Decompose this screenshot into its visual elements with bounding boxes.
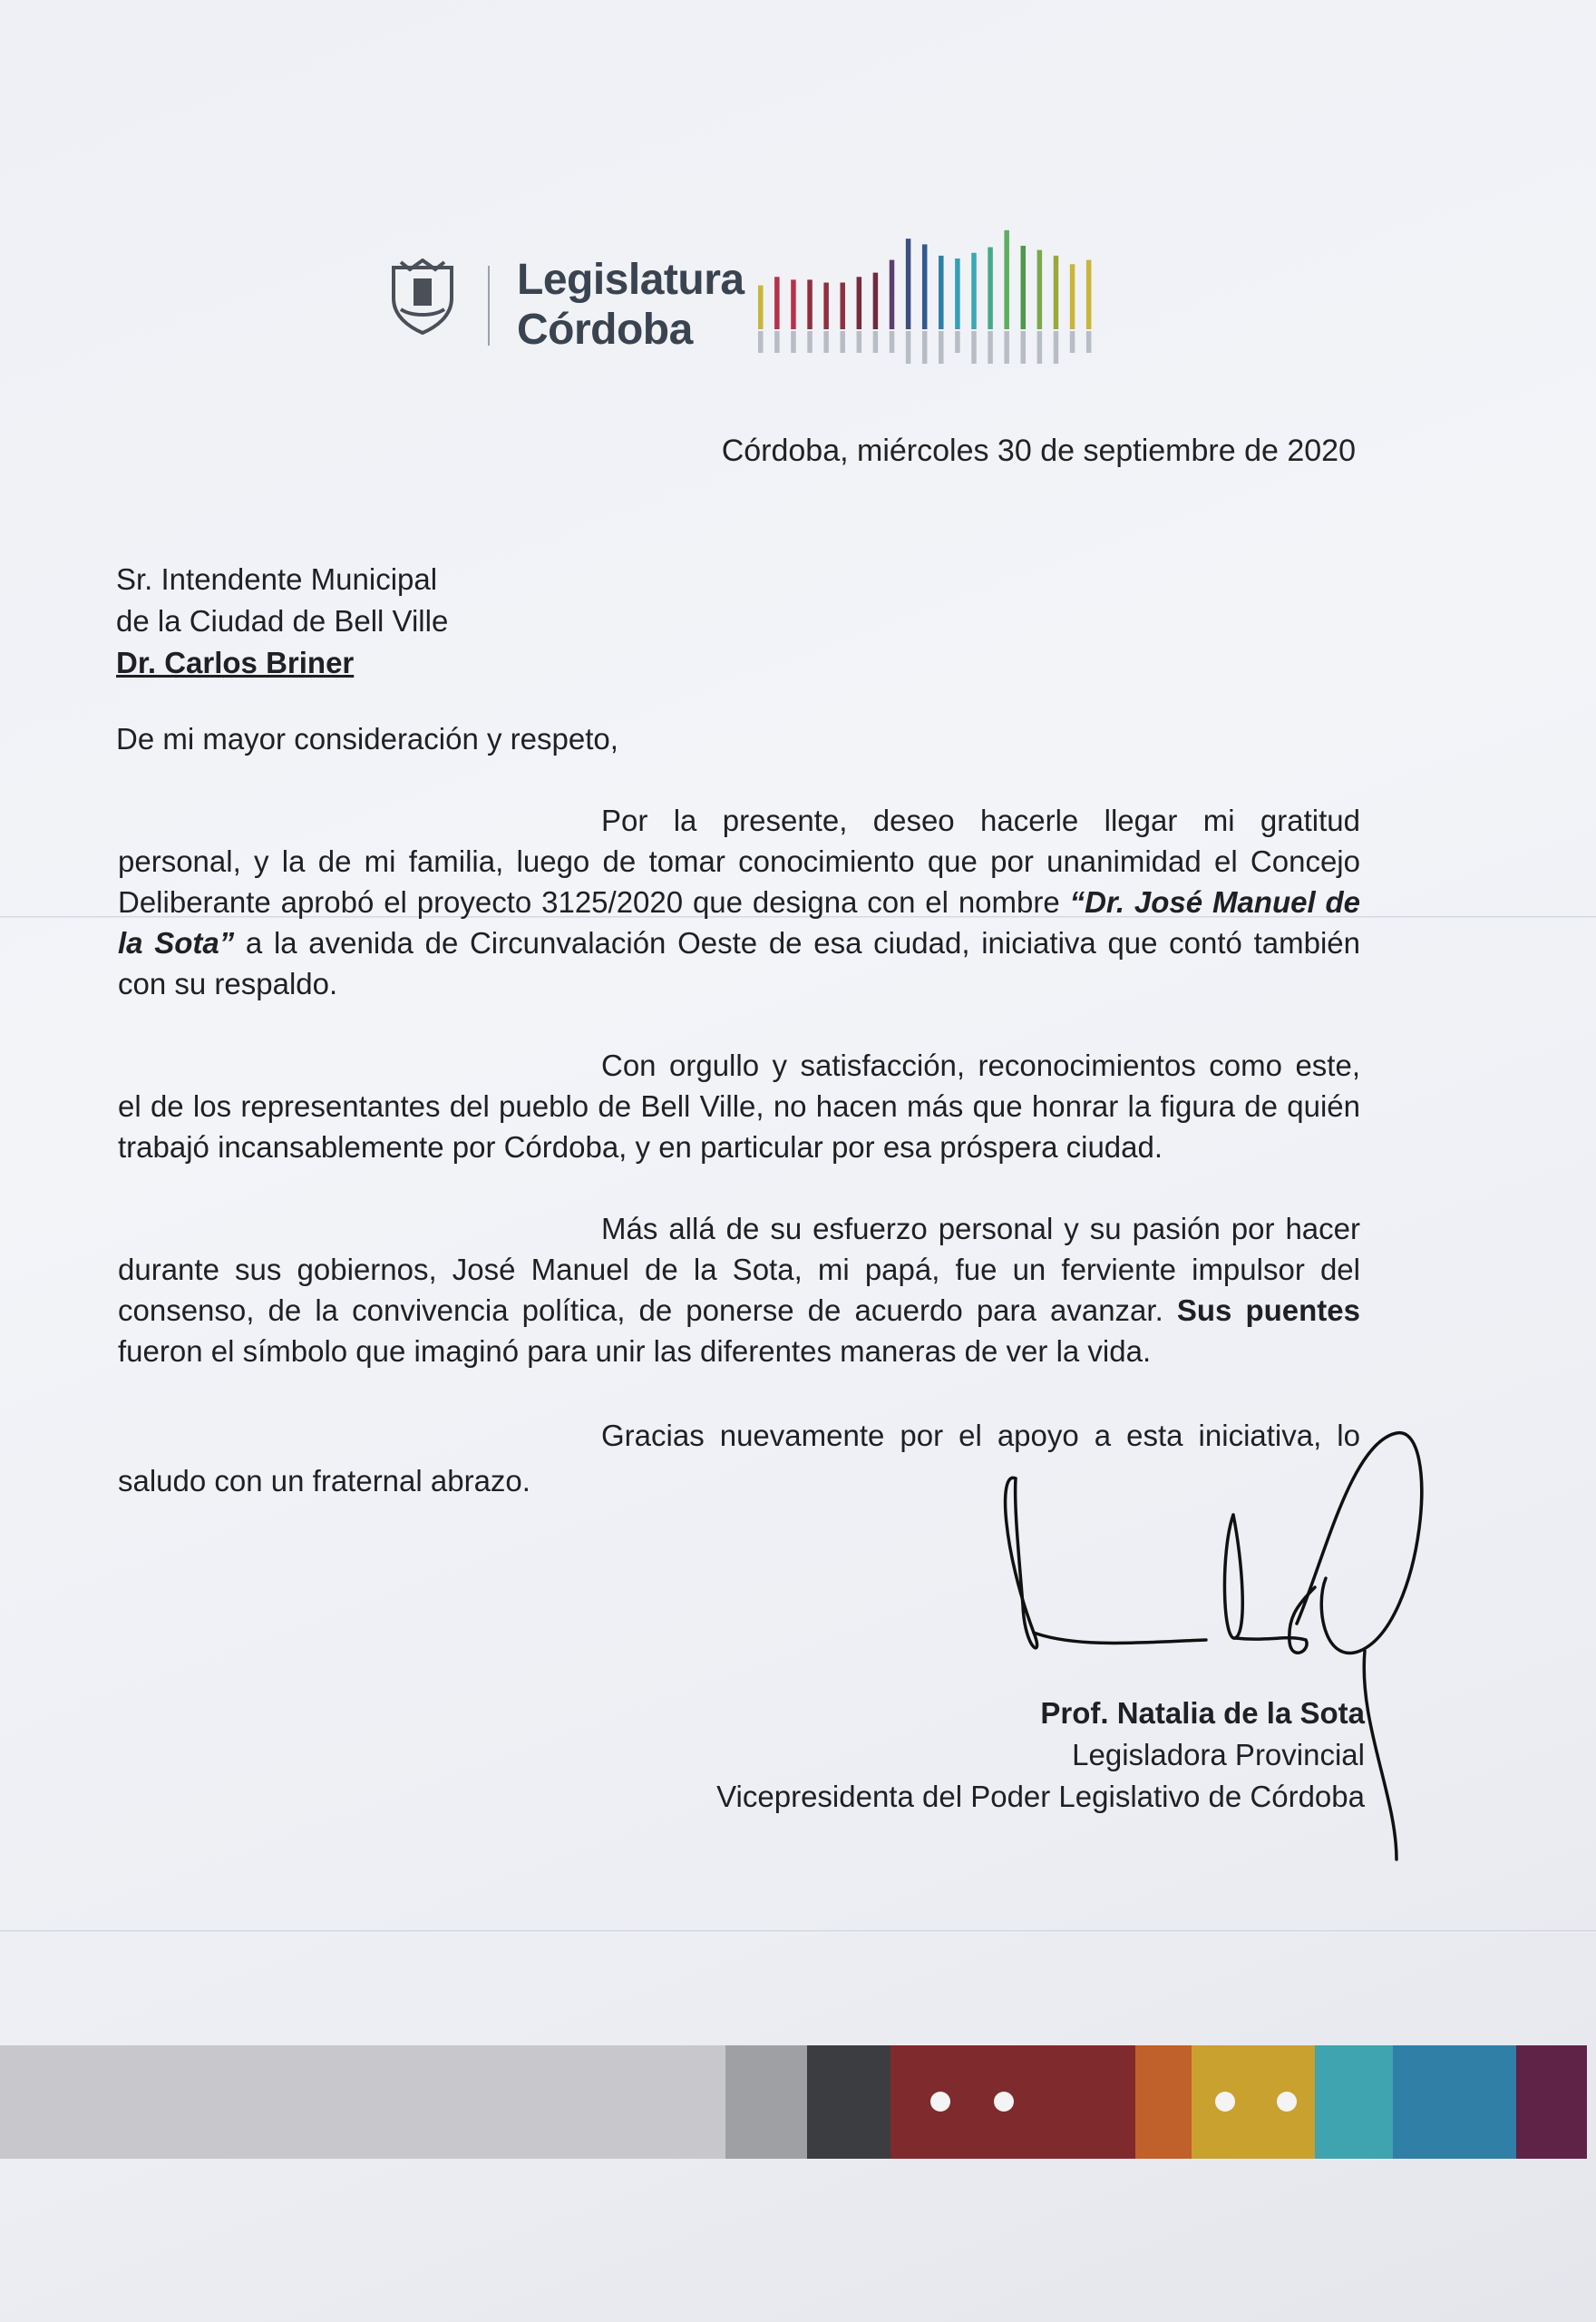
- logo-bar: [840, 283, 845, 329]
- signatory-title-2: Vicepresidenta del Poder Legislativo de Córdoba: [716, 1780, 1365, 1813]
- bridges-emphasis: Sus puentes: [1176, 1293, 1360, 1327]
- logo-bar-reflection: [906, 331, 911, 364]
- logo-bar-reflection: [1004, 331, 1009, 364]
- logo-bar-reflection: [988, 331, 993, 364]
- legislatura-logo: [381, 204, 1088, 367]
- logo-wordmark: [517, 255, 744, 355]
- paragraph-1: [118, 800, 1360, 1004]
- recipient-line-1: Sr. Intendente Municipal: [116, 562, 438, 596]
- signatory-title-1: Legisladora Provincial: [1072, 1738, 1365, 1771]
- logo-bar-reflection: [939, 331, 944, 364]
- logo-bar-reflection: [1070, 331, 1075, 353]
- footer-dot: [930, 2092, 950, 2112]
- logo-bar-reflection: [758, 331, 764, 353]
- logo-bar-reflection: [922, 331, 928, 364]
- paper-fold-line: [0, 1930, 1596, 1933]
- logo-divider: [488, 266, 490, 346]
- logo-bar: [807, 279, 813, 329]
- logo-bar: [1037, 250, 1043, 329]
- logo-bar-reflection: [807, 331, 813, 353]
- logo-bar: [823, 283, 829, 329]
- footer-color-segment: [1393, 2045, 1516, 2159]
- footer-color-segment: [1315, 2045, 1393, 2159]
- logo-bar-reflection: [857, 331, 862, 353]
- paragraph-1-text-a: Por la presente, deseo hacerle llegar mi gratitud personal, y la de mi familia, luego de tomar conocimiento que por unanimidad el Concejo Deliberante aprobó el proyecto 3125/2020 que designa con el nombre: [118, 804, 1360, 919]
- footer-color-segment: [0, 2045, 725, 2159]
- logo-color-bars: [754, 213, 1099, 367]
- logo-bar: [971, 253, 977, 329]
- logo-bar-reflection: [971, 331, 977, 364]
- paragraph-3: [118, 1208, 1360, 1371]
- logo-bar-reflection: [873, 331, 879, 353]
- footer-color-segment: [1516, 2045, 1587, 2159]
- logo-bar: [774, 277, 780, 329]
- letter-date: Córdoba, miércoles 30 de septiembre de 2020: [721, 434, 1356, 468]
- coat-of-arms-icon: [388, 259, 457, 335]
- logo-bar: [1021, 246, 1027, 329]
- logo-bar-reflection: [955, 331, 960, 353]
- recipient-name: Dr. Carlos Briner: [116, 646, 355, 679]
- footer-color-segment: [1135, 2045, 1192, 2159]
- footer-dot: [1277, 2092, 1297, 2112]
- logo-line-2: Córdoba: [517, 306, 693, 354]
- logo-bar-reflection: [1037, 331, 1043, 364]
- logo-bar: [873, 273, 879, 329]
- signatory-block: [716, 1693, 1365, 1818]
- logo-bar: [1054, 256, 1059, 329]
- logo-bar-reflection: [774, 331, 780, 353]
- footer-color-segment: [725, 2045, 807, 2159]
- recipient-block: [116, 559, 448, 684]
- logo-bar-reflection: [1086, 331, 1092, 353]
- recipient-line-2: de la Ciudad de Bell Ville: [116, 604, 449, 638]
- paragraph-3-text-a: Más allá de su esfuerzo personal y su pasión por hacer durante sus gobiernos, José Manuel de la Sota, mi papá, fue un ferviente impulsor del consenso, de la convivencia política, de ponerse de acuerdo para avanzar.: [118, 1212, 1360, 1327]
- logo-bar: [1070, 264, 1075, 329]
- footer-dot: [994, 2092, 1014, 2112]
- logo-bar: [857, 277, 862, 329]
- paragraph-4: Gracias nuevamente por el apoyo a esta iniciativa, lo saludo con un fraternal abrazo.: [118, 1419, 1360, 1498]
- logo-bar: [939, 256, 944, 329]
- logo-bar-reflection: [791, 331, 796, 353]
- logo-bar: [906, 239, 911, 329]
- paragraph-3-text-c: fueron el símbolo que imaginó para unir las diferentes maneras de ver la vida.: [118, 1334, 1152, 1368]
- avenue-name-emphasis: “Dr. José Manuel de la Sota”: [118, 885, 1360, 960]
- signatory-name: Prof. Natalia de la Sota: [1040, 1696, 1365, 1730]
- paragraph-2: Con orgullo y satisfacción, reconocimientos como este, el de los representantes del pueblo de Bell Ville, no hacen más que honrar la figura de quién trabajó incansablemente por Córdoba, y en particular por esa próspera ciudad.: [118, 1049, 1360, 1164]
- logo-bar: [955, 259, 960, 329]
- logo-bar-reflection: [1021, 331, 1027, 364]
- logo-bar-reflection: [840, 331, 845, 353]
- logo-bar: [988, 248, 993, 329]
- salutation: De mi mayor consideración y respeto,: [116, 722, 618, 756]
- footer-color-segment: [807, 2045, 890, 2159]
- logo-bar-reflection: [1054, 331, 1059, 364]
- logo-line-1: Legislatura: [517, 256, 744, 304]
- footer-color-band: [0, 2045, 1596, 2159]
- logo-bar-reflection: [823, 331, 829, 353]
- footer-dot: [1215, 2092, 1235, 2112]
- logo-bar: [1004, 230, 1009, 329]
- logo-bar: [922, 244, 928, 329]
- logo-bar: [758, 286, 764, 329]
- logo-bar: [890, 260, 895, 329]
- paragraph-1-text-c: a la avenida de Circunvalación Oeste de esa ciudad, iniciativa que contó también con su respaldo.: [118, 926, 1360, 1000]
- logo-bar: [791, 279, 796, 329]
- logo-bar: [1086, 260, 1092, 329]
- logo-bar-reflection: [890, 331, 895, 353]
